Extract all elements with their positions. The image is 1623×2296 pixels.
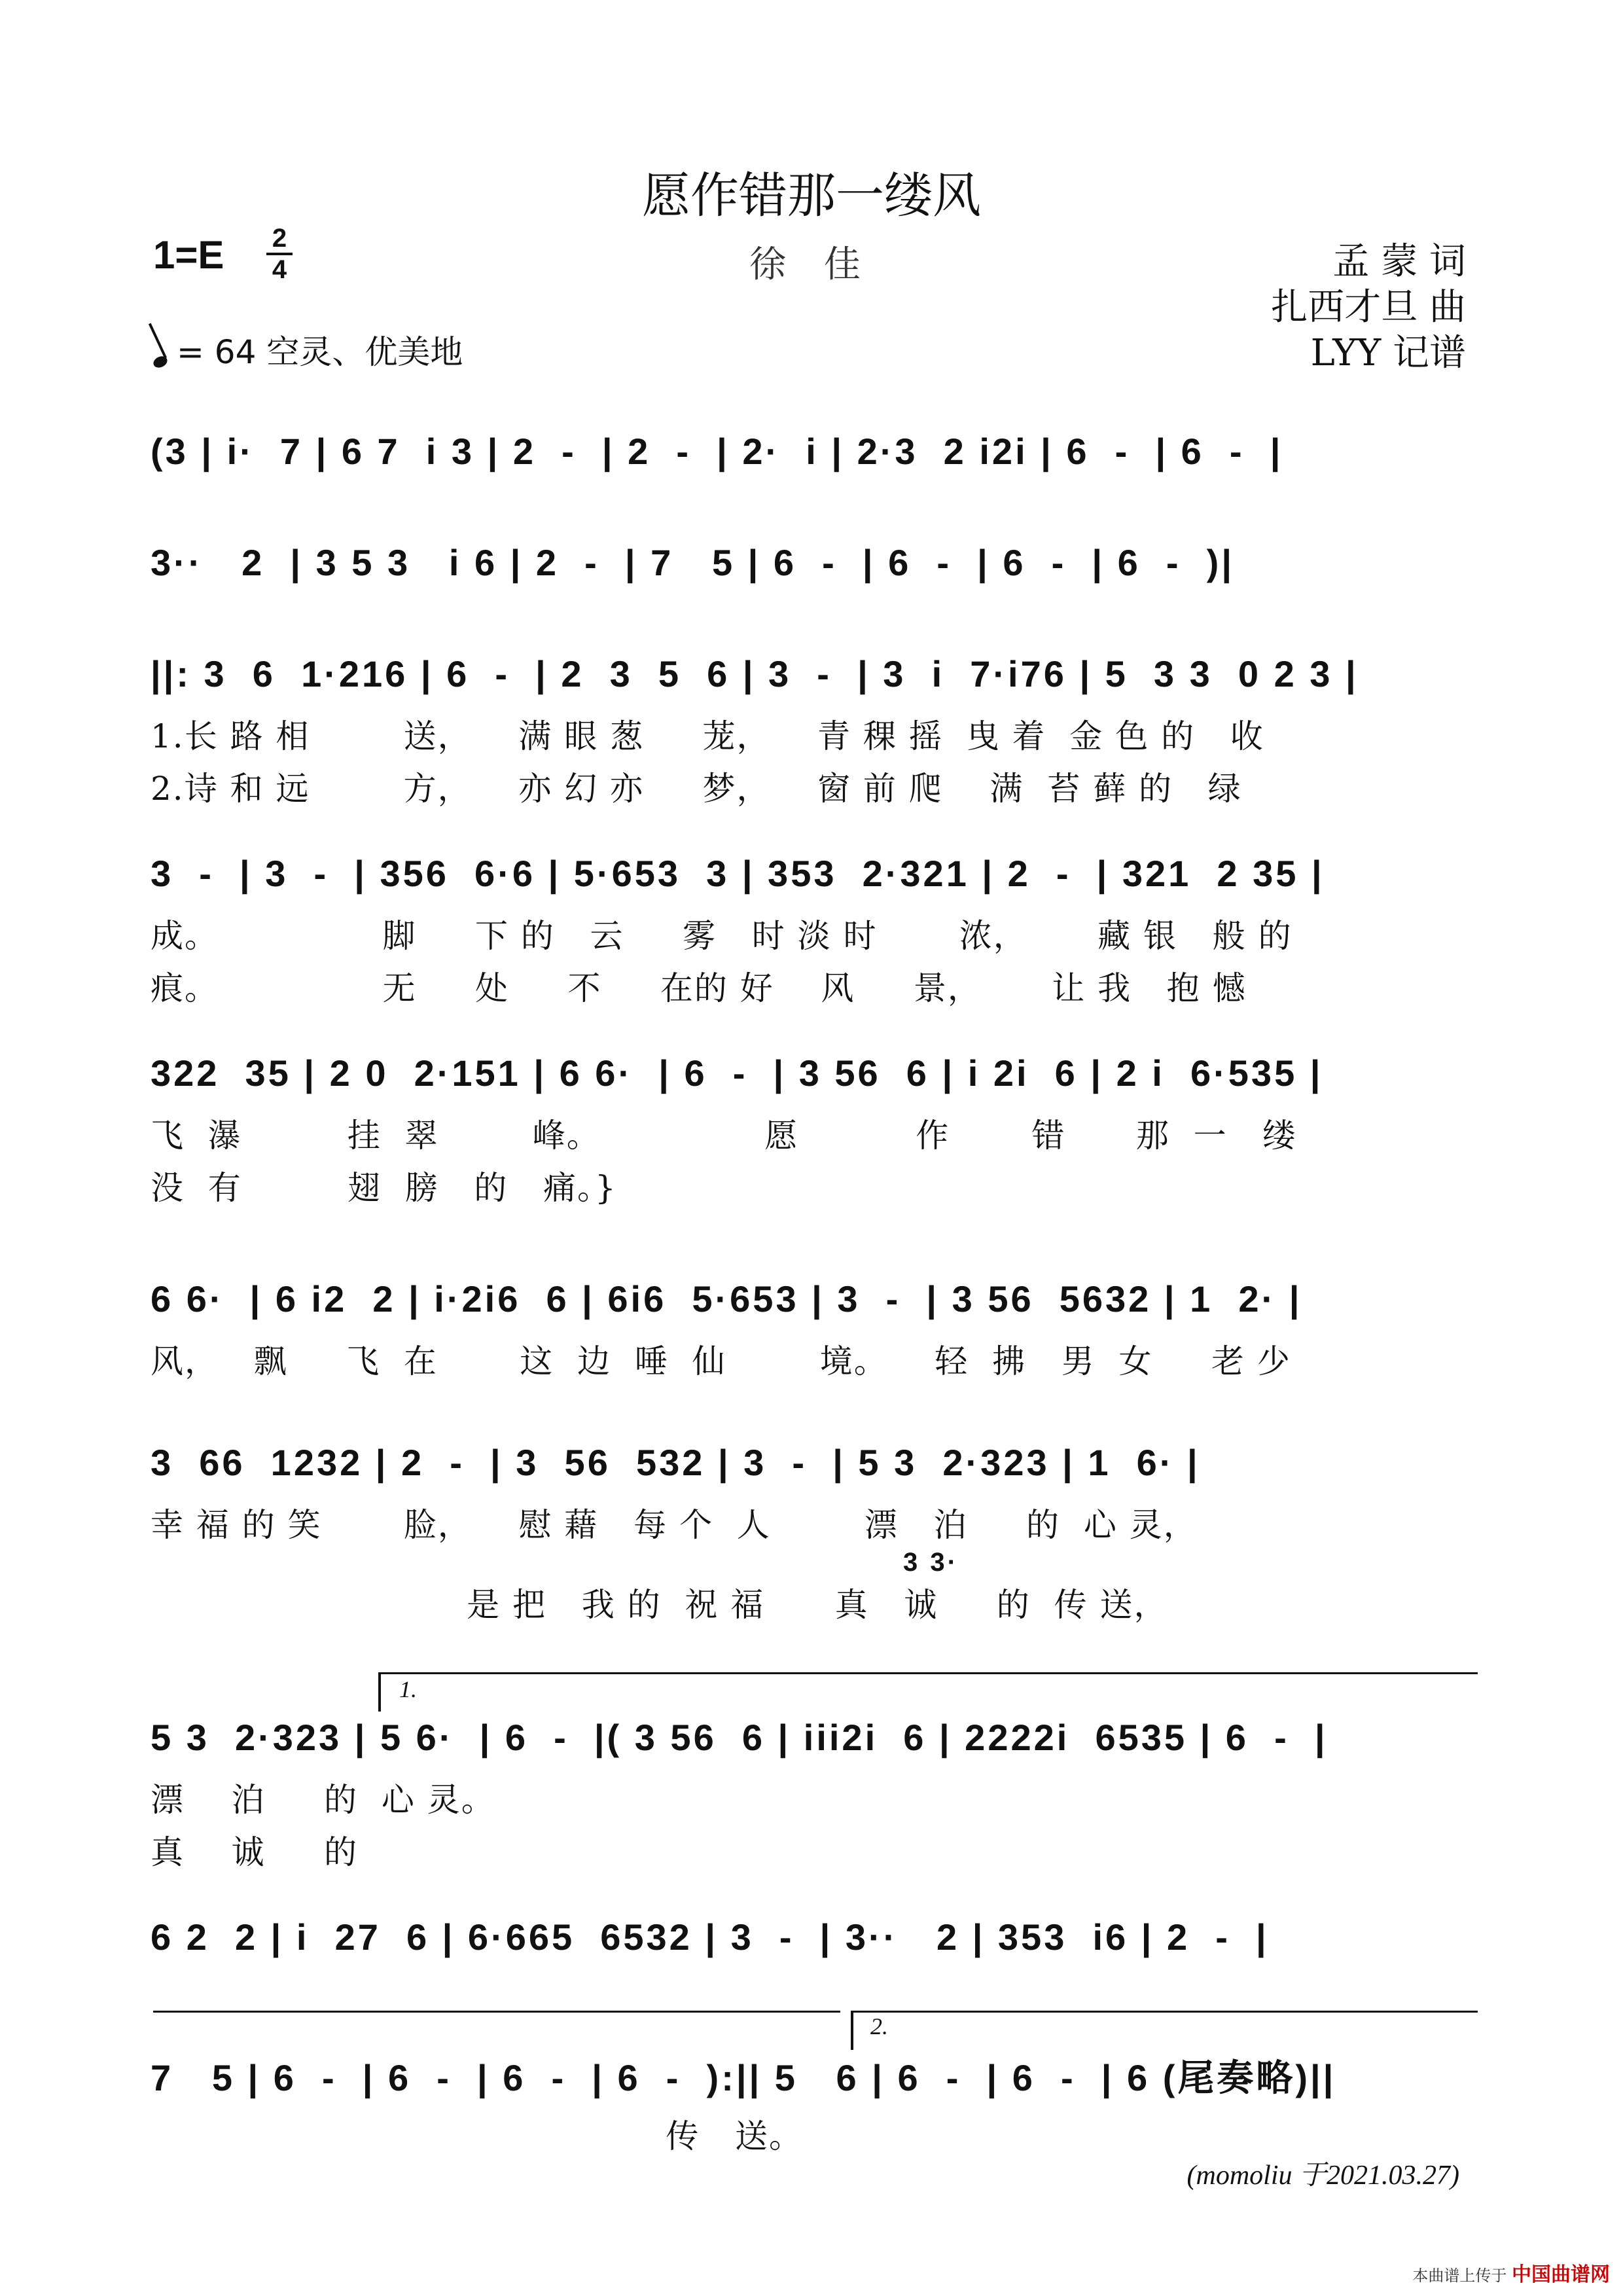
- lyric-verse-1: 飞 瀑 挂 翠 峰。 愿 作 错 那 一 缕: [151, 1117, 1297, 1155]
- tempo: [153, 326, 463, 373]
- volta-bracket-1: [378, 1672, 1478, 1674]
- notation-line: ||: 3 6 1·216 | 6 - | 2 3 5 6 | 3 - | 3 i 7·i76 | 5 3 3 0 2 3 |: [151, 653, 1359, 694]
- singer: 徐 佳: [749, 243, 874, 286]
- watermark-prefix: 本曲谱上传于: [1412, 2267, 1507, 2285]
- notation-line: 322 35 | 2 0 2·151 | 6 6· | 6 - | 3 56 6 | i 2i 6 | 2 i 6·535 |: [151, 1052, 1323, 1094]
- volta-bracket-2-edge: [851, 2011, 853, 2050]
- staff-line-5: [151, 1050, 1479, 1209]
- key-signature: 1=E: [153, 233, 224, 277]
- notation-line: 6 2 2 | i 27 6 | 6·665 6532 | 3 - | 3·· 2 | 353 i6 | 2 - |: [151, 1916, 1269, 1958]
- lyric-verse-1: 传 送。: [151, 2117, 803, 2155]
- composer: 扎西才旦 曲: [1271, 286, 1466, 329]
- notation-line: 6 6· | 6 i2 2 | i·2i6 6 | 6i6 5·653 | 3 - | 3 56 5632 | 1 2· |: [151, 1278, 1302, 1319]
- lyric-verse-2: 没 有 翅 膀 的 痛。}: [151, 1169, 617, 1207]
- lyric-verse-2: 是 把 我 的 祝 福 真 诚 的 传 送，: [151, 1586, 1168, 1624]
- lyric-verse-2: 真 诚 的: [151, 1833, 359, 1871]
- staff-line-6: [151, 1276, 1479, 1382]
- tempo-value: = 64: [177, 333, 257, 371]
- lyric-verse-1: 风， 飘 飞 在 这 边 唾 仙 境。 轻 拂 男 女 老 少: [151, 1342, 1291, 1380]
- lyric-verse-1: 1.长 路 相 送， 满 眼 葱 茏， 青 稞 摇 曳 着 金 色 的 收: [151, 717, 1264, 755]
- watermark-site: 中国曲谱网: [1512, 2263, 1610, 2286]
- notation-line: 3 - | 3 - | 356 6·6 | 5·653 3 | 353 2·321 | 2 - | 321 2 35 |: [151, 853, 1325, 894]
- staff-line-4: [151, 851, 1479, 1009]
- tempo-expression: 空灵、优美地: [266, 333, 463, 371]
- time-signature-top: 2: [272, 224, 287, 253]
- lyric-verse-1: 漂 泊 的 心 灵。: [151, 1781, 495, 1819]
- quarter-note-icon: [152, 354, 169, 370]
- lyric-verse-1: 幸 福 的 笑 脸， 慰 藉 每 个 人 漂 泊 的 心 灵，: [151, 1506, 1198, 1544]
- staff-line-8: [151, 1715, 1479, 1873]
- notation-line: 7 5 | 6 - | 6 - | 6 - | 6 - ):|| 5 6 | 6 - | 6 - | 6 (尾奏略)||: [151, 2057, 1336, 2098]
- lyric-verse-1: 成。 脚 下 的 云 雾 时 淡 时 浓， 藏 银 般 的: [151, 917, 1293, 955]
- notation-line: 3 66 1232 | 2 - | 3 56 532 | 3 - | 5 3 2·323 | 1 6· |: [151, 1442, 1200, 1483]
- volta-label-2: 2.: [870, 2013, 888, 2039]
- staff-line-9: [151, 1914, 1479, 1960]
- staff-line-7: [151, 1440, 1479, 1626]
- notation-line: (3 | i· 7 | 6 7 i 3 | 2 - | 2 - | 2· i | 2·3 2 i2i | 6 - | 6 - |: [151, 431, 1283, 472]
- staff-line-2: [151, 540, 1479, 586]
- staff-line-1: [151, 429, 1479, 475]
- transcription-note: (momoliu 于2021.03.27): [1186, 2161, 1459, 2191]
- transcriber: LYY 记谱: [1310, 332, 1466, 374]
- lyric-verse-2: 痕。 无 处 不 在的 好 风 景， 让 我 抱 憾: [151, 969, 1247, 1007]
- watermark: [1412, 2258, 1610, 2287]
- page-title: 愿作错那一缕风: [642, 168, 981, 224]
- notation-line: 3·· 2 | 3 5 3 i 6 | 2 - | 7 5 | 6 - | 6 - | 6 - | 6 - )|: [151, 542, 1234, 583]
- volta-bracket-1-end: [153, 2011, 840, 2013]
- staff-line-3: [151, 651, 1479, 810]
- notation-line: 5 3 2·323 | 5 6· | 6 - |( 3 56 6 | iii2i 6 | 2222i 6535 | 6 - |: [151, 1717, 1328, 1758]
- lyric-verse-2: 2.诗 和 远 方， 亦 幻 亦 梦， 窗 前 爬 满 苔 藓 的 绿: [151, 770, 1242, 808]
- volta-bracket-1-edge: [378, 1672, 381, 1712]
- volta-label-1: 1.: [399, 1676, 417, 1702]
- staff-line-10: [151, 2055, 1479, 2157]
- volta-bracket-2: [851, 2011, 1478, 2013]
- lyricist: 孟 蒙 词: [1332, 240, 1466, 283]
- time-signature-bottom: 4: [272, 255, 287, 284]
- alt-notes: 3 3·: [903, 1548, 959, 1577]
